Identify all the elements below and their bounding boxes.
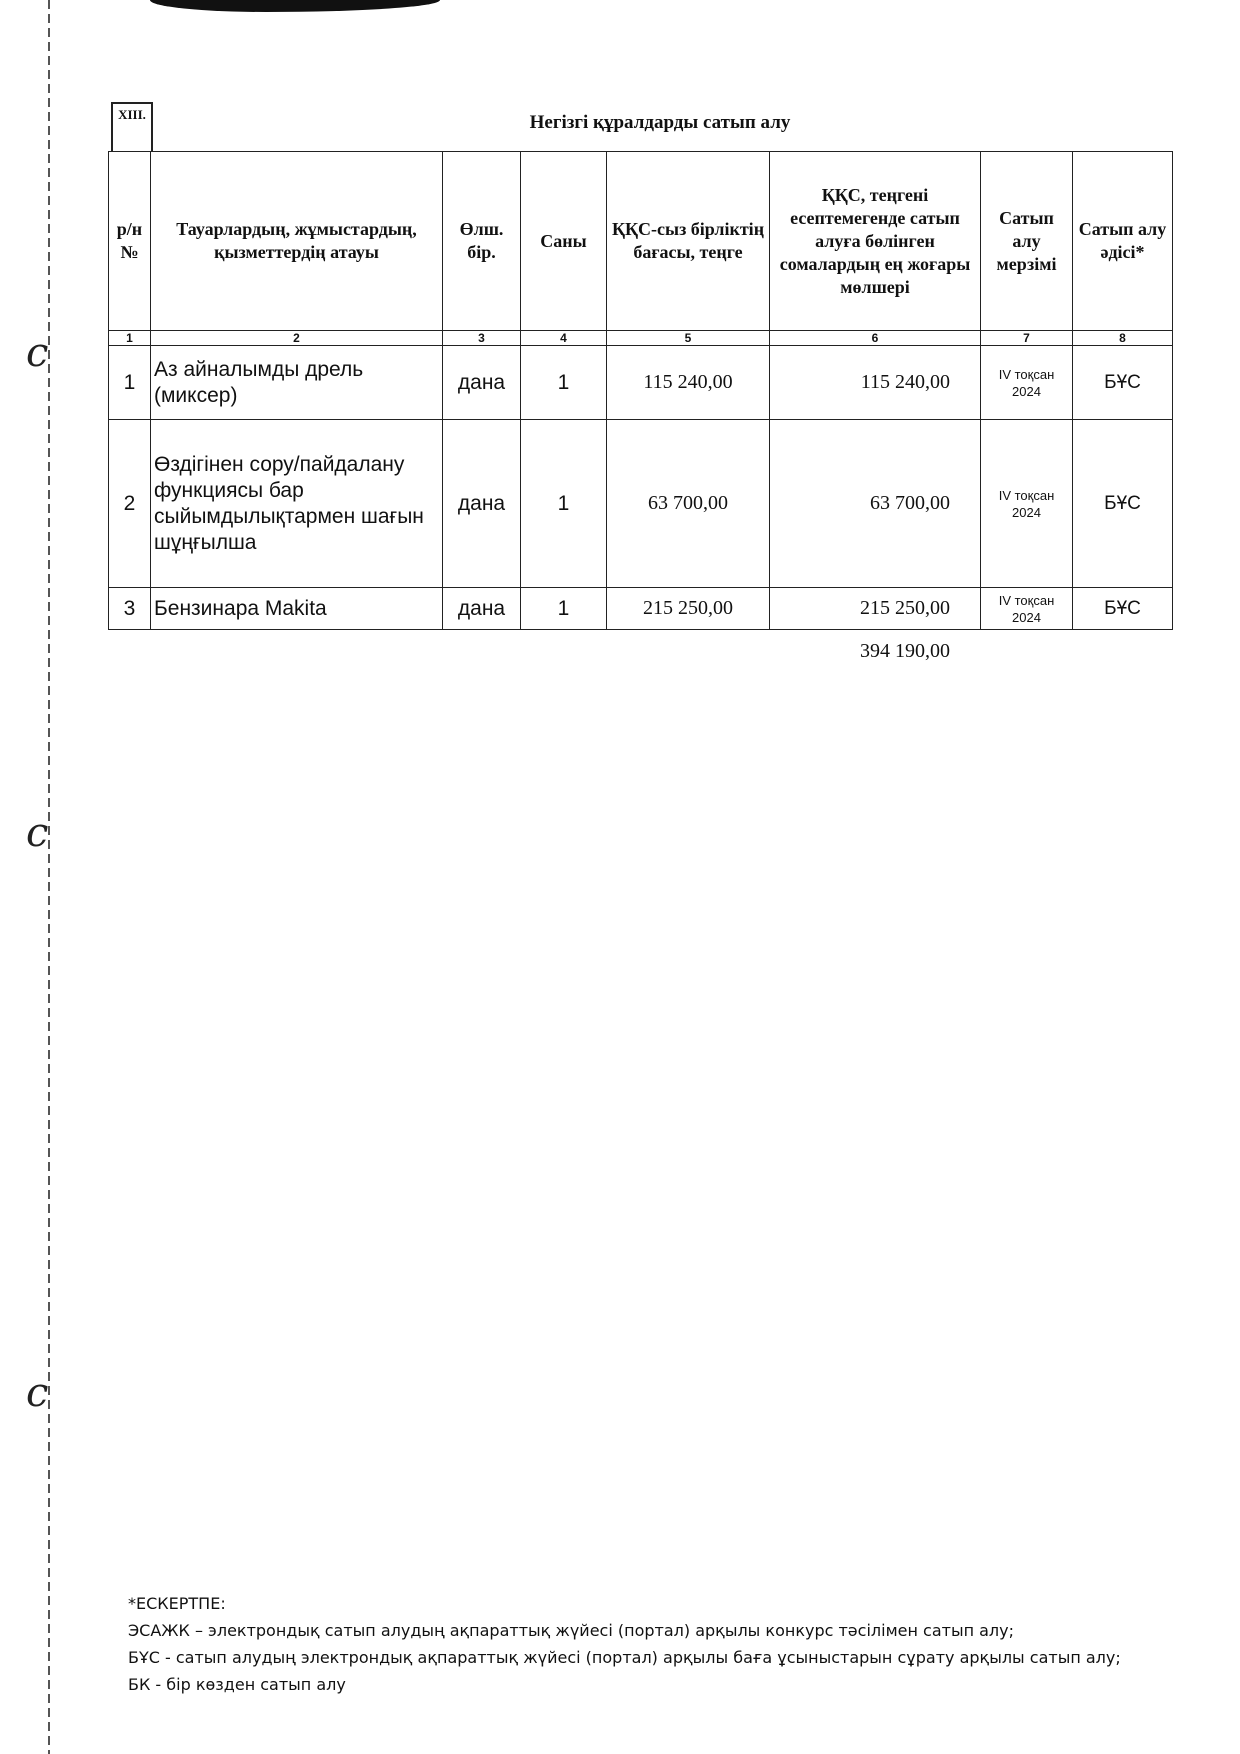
binder-mark-icon: c bbox=[26, 1370, 49, 1416]
footnote-line: БҰС - сатып алудың электрондық ақпараттық жүйесі (портал) арқылы баға ұсыныстарын сұрату арқылы сатып алу; БК - бір көзден сатып алу bbox=[128, 1648, 1121, 1694]
item-name: Бензинара Makita bbox=[151, 588, 443, 630]
column-number: 7 bbox=[981, 331, 1073, 346]
item-max-amount: 115 240,00 bbox=[770, 346, 981, 420]
section-number: XIII. bbox=[111, 102, 153, 152]
table-row bbox=[109, 588, 1173, 630]
table-row bbox=[109, 420, 1173, 588]
binder-mark-icon: c bbox=[26, 810, 49, 856]
item-method: БҰС bbox=[1073, 588, 1173, 630]
header-row bbox=[109, 152, 1173, 331]
header-cell: ҚҚС, теңгені есептемегенде сатып алуға бөлінген сомалардың ең жоғары мөлшері bbox=[770, 152, 981, 331]
scan-margin-line bbox=[48, 0, 50, 1754]
item-unit: дана bbox=[443, 346, 521, 420]
item-quantity: 1 bbox=[521, 420, 607, 588]
column-number: 4 bbox=[521, 331, 607, 346]
footnote-heading: *ЕСКЕРТПЕ: bbox=[128, 1594, 226, 1613]
column-number: 2 bbox=[151, 331, 443, 346]
header-cell: Сатып алу әдісі* bbox=[1073, 152, 1173, 331]
scan-artifact-top bbox=[150, 0, 440, 12]
column-number: 1 bbox=[109, 331, 151, 346]
footnote bbox=[128, 1590, 1148, 1698]
item-max-amount: 63 700,00 bbox=[770, 420, 981, 588]
item-term: IV тоқсан 2024 bbox=[981, 588, 1073, 630]
total-amount: 394 190,00 bbox=[860, 640, 950, 662]
item-name: Өздігінен сору/пайдалану функциясы бар сыйымдылықтармен шағын шұңғылша bbox=[151, 420, 443, 588]
procurement-table bbox=[108, 151, 1173, 630]
item-name: Аз айналымды дрель (миксер) bbox=[151, 346, 443, 420]
item-term: IV тоқсан 2024 bbox=[981, 346, 1073, 420]
column-number: 3 bbox=[443, 331, 521, 346]
item-unit: дана bbox=[443, 420, 521, 588]
footnote-line: ЭСАЖК – электрондық сатып алудың ақпараттық жүйесі (портал) арқылы конкурс тәсілімен сатып алу; bbox=[128, 1621, 1015, 1640]
column-number: 5 bbox=[607, 331, 770, 346]
column-number: 6 bbox=[770, 331, 981, 346]
item-unit: дана bbox=[443, 588, 521, 630]
header-cell: Сатып алу мерзімі bbox=[981, 152, 1073, 331]
row-number: 2 bbox=[109, 420, 151, 588]
item-quantity: 1 bbox=[521, 588, 607, 630]
header-cell: Тауарлардың, жұмыстардың, қызметтердің атауы bbox=[151, 152, 443, 331]
header-cell: Саны bbox=[521, 152, 607, 331]
item-unit-price: 115 240,00 bbox=[607, 346, 770, 420]
header-cell: ҚҚС-сыз бірліктің бағасы, теңге bbox=[607, 152, 770, 331]
item-method: БҰС bbox=[1073, 346, 1173, 420]
item-unit-price: 63 700,00 bbox=[607, 420, 770, 588]
binder-mark-icon: c bbox=[26, 330, 49, 376]
item-term: IV тоқсан 2024 bbox=[981, 420, 1073, 588]
item-quantity: 1 bbox=[521, 346, 607, 420]
item-unit-price: 215 250,00 bbox=[607, 588, 770, 630]
header-cell: р/н № bbox=[109, 152, 151, 331]
table-row bbox=[109, 346, 1173, 420]
column-number-row bbox=[109, 331, 1173, 346]
item-max-amount: 215 250,00 bbox=[770, 588, 981, 630]
section-title: Негізгі құралдарды сатып алу bbox=[529, 112, 791, 133]
row-number: 3 bbox=[109, 588, 151, 630]
item-method: БҰС bbox=[1073, 420, 1173, 588]
row-number: 1 bbox=[109, 346, 151, 420]
column-number: 8 bbox=[1073, 331, 1173, 346]
header-cell: Өлш. бір. bbox=[443, 152, 521, 331]
